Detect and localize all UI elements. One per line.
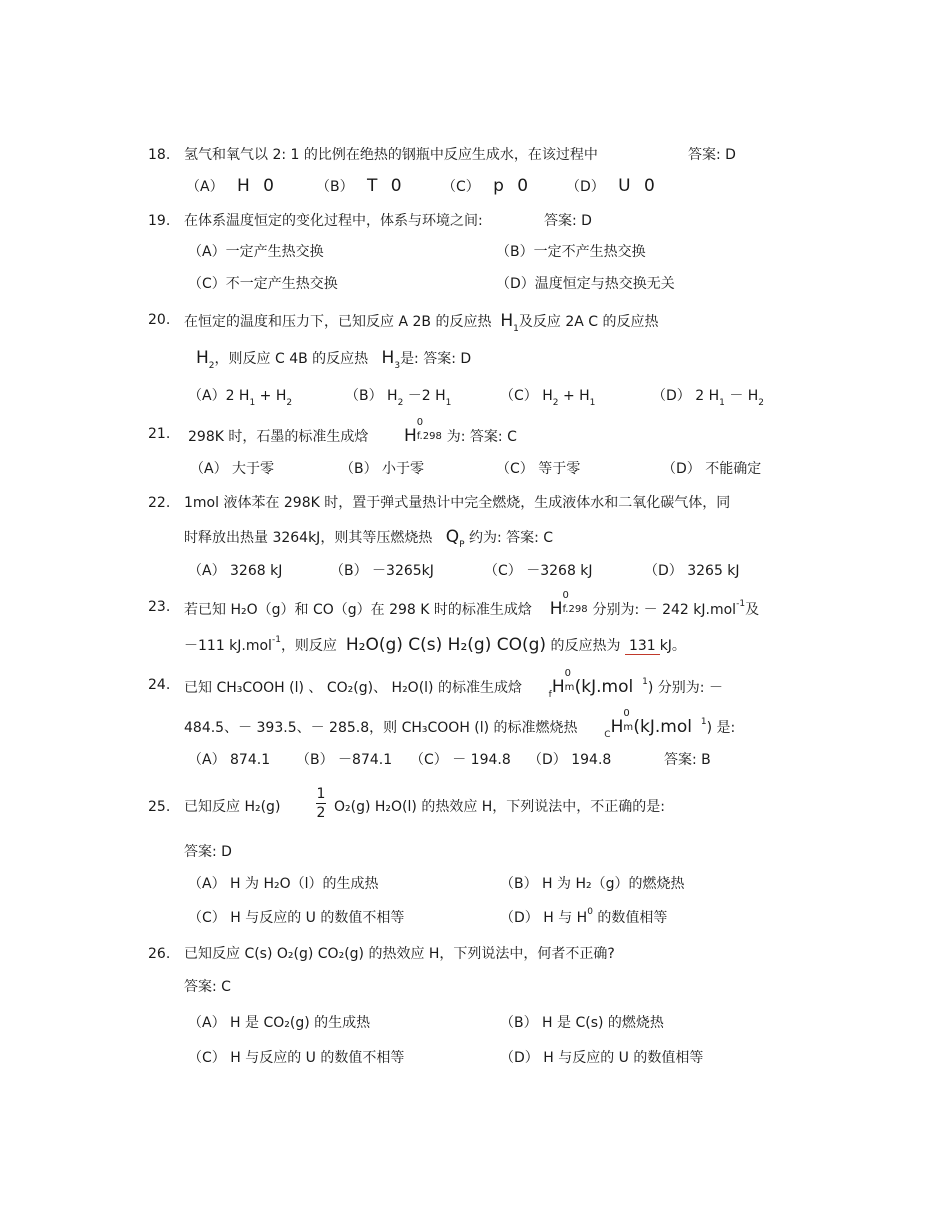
q20-stem-line1: 在恒定的温度和压力下，已知反应 A 2B 的反应热 $H_1$及反应 2A C 的反应热 (184, 311, 659, 334)
q25-fraction: 1 2 (316, 786, 326, 821)
q18-number: 18. (148, 147, 171, 163)
q19-option-c: （C）不一定产生热交换 (188, 276, 338, 292)
q25-answer: 答案: D (184, 844, 232, 860)
q25-option-d: （D） H 与 $H^0$ 的数值相等 (500, 907, 668, 926)
q26-option-d: （D） H 与反应的 U 的数值相等 (500, 1050, 704, 1066)
q22-option-d: （D） 3265 kJ (644, 563, 740, 579)
q23-number: 23. (148, 599, 171, 615)
q21-option-d: （D） 不能确定 (662, 461, 762, 477)
q23-answer-value: 131 (625, 638, 660, 655)
q26-stem: 已知反应 C(s) O₂(g) CO₂(g) 的热效应 H，下列说法中，何者不正确? (184, 946, 615, 962)
q19-answer: 答案: D (544, 213, 592, 229)
q22-line2: 时释放出热量 3264kJ，则其等压燃烧热 $Q_P$ 约为: 答案: C (184, 527, 554, 550)
q26-option-a: （A） H 是 CO₂(g) 的生成热 (188, 1015, 371, 1031)
q24-option-a: （A） 874.1 (188, 752, 271, 768)
q24-option-c: （C） － 194.8 (410, 752, 511, 768)
q20-stem-line2: $H_2$，则反应 C 4B 的反应热 $H_3$是: 答案: D (196, 348, 472, 371)
q25-stem-part1: 已知反应 H₂(g) (184, 799, 281, 815)
q26-option-c: （C） H 与反应的 U 的数值不相等 (188, 1050, 405, 1066)
q21-stem: 298K 时，石墨的标准生成焓 H 0 f.298 为: 答案: C (188, 417, 517, 446)
q26-answer: 答案: C (184, 979, 231, 995)
q21-option-a: （A） 大于零 (190, 461, 275, 477)
q24-line1: 已知 CH₃COOH (l) 、 CO₂(g)、 H₂O(l) 的标准生成焓 $_f$H 0 m (kJ.mol $^1$) 分别为: － (184, 668, 723, 700)
q21-option-c: （C） 等于零 (496, 461, 581, 477)
q20-option-c: （C） $H_2 + H_1$ (500, 388, 596, 408)
q22-number: 22. (148, 495, 171, 511)
q19-option-d: （D）温度恒定与热交换无关 (496, 276, 675, 292)
q18-option-a: （A） H 0 (186, 176, 274, 196)
q18-stem: 氢气和氧气以 2: 1 的比例在绝热的钢瓶中反应生成水，在该过程中 (184, 147, 598, 163)
q20-option-d: （D） 2 $H_1 - H_2$ (652, 388, 765, 408)
q23-line2: －111 kJ.mol$^{-1}$，则反应 H₂O(g) C(s) H₂(g) CO(g) 的反应热为 131 kJ。 (184, 635, 686, 655)
q25-number: 25. (148, 799, 171, 815)
q26-number: 26. (148, 946, 171, 962)
q25-option-b: （B） H 为 H₂（g）的燃烧热 (500, 876, 685, 892)
q21-number: 21. (148, 426, 171, 442)
q20-option-a: （A）2 $H_1 + H_2$ (188, 388, 293, 408)
q18-answer: 答案: D (688, 147, 736, 163)
q20-option-b: （B） $H_2 -2$ $H_1$ (345, 388, 452, 408)
q22-option-b: （B） －3265kJ (330, 563, 434, 579)
q18-option-c: （C） p 0 (442, 176, 529, 196)
q19-stem: 在体系温度恒定的变化过程中，体系与环境之间: (184, 213, 483, 229)
q18-option-d: （D） U 0 (566, 176, 655, 196)
q25-stem-part2: O₂(g) H₂O(l) 的热效应 H，下列说法中，不正确的是: (334, 799, 666, 815)
q24-option-b: （B） －874.1 (296, 752, 393, 768)
q19-option-b: （B）一定不产生热交换 (496, 244, 646, 260)
q21-option-b: （B） 小于零 (340, 461, 425, 477)
q20-number: 20. (148, 312, 171, 328)
q22-option-c: （C） －3268 kJ (484, 563, 593, 579)
q19-number: 19. (148, 213, 171, 229)
q26-option-b: （B） H 是 C(s) 的燃烧热 (500, 1015, 664, 1031)
q23-line1: 若已知 H₂O（g）和 CO（g）在 298 K 时的标准生成焓 H 0 f.298 分别为: － 242 kJ.mol$^{-1}$及 (184, 590, 760, 619)
q24-line2: 484.5、－ 393.5、－ 285.8，则 CH₃COOH (l) 的标准燃烧热 $_C$H 0 m (kJ.mol $^1$) 是: (184, 708, 736, 740)
q24-option-d: （D） 194.8 (528, 752, 612, 768)
q24-answer: 答案: B (664, 752, 711, 768)
q25-option-c: （C） H 与反应的 U 的数值不相等 (188, 910, 405, 926)
q24-number: 24. (148, 677, 171, 693)
q18-option-b: （B） T 0 (316, 176, 402, 196)
q19-option-a: （A）一定产生热交换 (188, 244, 324, 260)
q22-line1: 1mol 液体苯在 298K 时，置于弹式量热计中完全燃烧，生成液体水和二氧化碳气体，同 (184, 495, 731, 511)
q25-option-a: （A） H 为 H₂O（l）的生成热 (188, 876, 379, 892)
q22-option-a: （A） 3268 kJ (188, 563, 283, 579)
